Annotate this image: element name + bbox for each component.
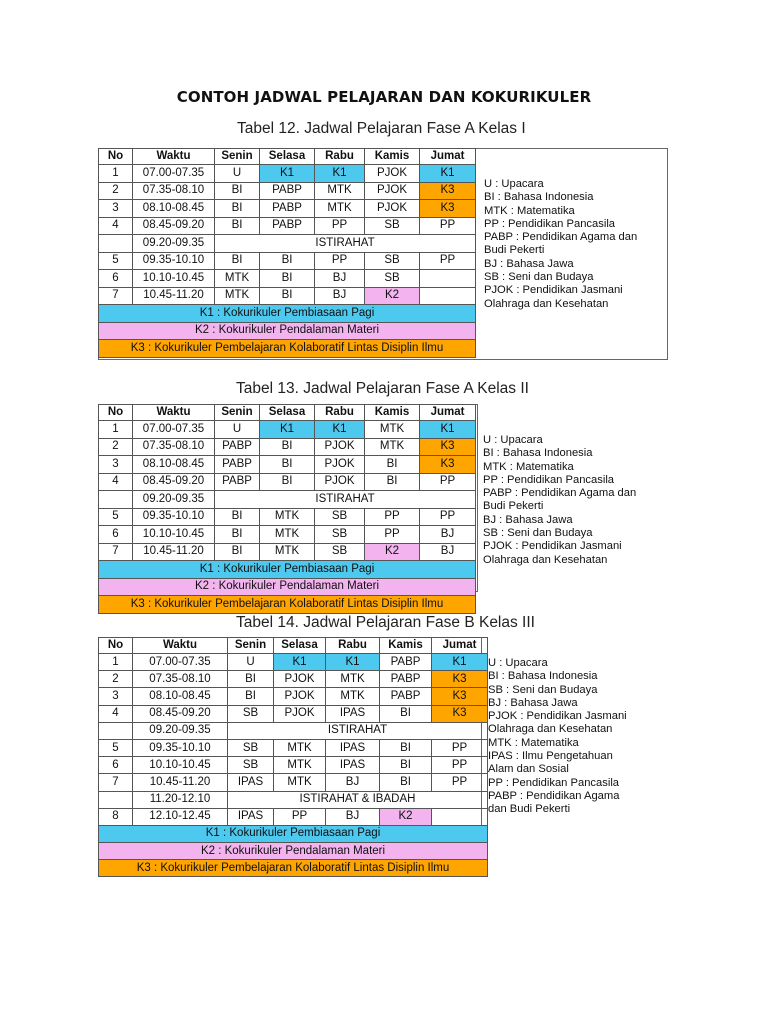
subject-cell: SB xyxy=(365,217,420,235)
table-row xyxy=(99,543,476,561)
footer-row xyxy=(99,578,476,596)
legend-item: BI : Bahasa Indonesia xyxy=(484,191,594,204)
time-cell: 08.10-08.45 xyxy=(133,688,228,705)
subject-cell: IPAS xyxy=(228,808,274,825)
time-cell: 08.45-09.20 xyxy=(133,705,228,722)
row-number: 1 xyxy=(99,421,133,439)
kokurikuler-note: K2 : Kokurikuler Pendalaman Materi xyxy=(99,322,476,340)
subject-cell: BI xyxy=(260,438,315,456)
subject-cell: K1 xyxy=(420,165,476,183)
subject-cell: PJOK xyxy=(315,438,365,456)
row-number: 1 xyxy=(99,165,133,183)
subject-cell: MTK xyxy=(315,182,365,200)
subject-cell: PP xyxy=(315,217,365,235)
table-row xyxy=(99,526,476,544)
column-header: Selasa xyxy=(260,149,315,165)
table-row xyxy=(99,217,476,235)
subject-cell: BJ xyxy=(420,543,476,561)
footer-row xyxy=(99,561,476,579)
column-header: Waktu xyxy=(133,149,215,165)
subject-cell: BI xyxy=(380,774,432,791)
subject-cell: BI xyxy=(380,705,432,722)
break-cell: ISTIRAHAT xyxy=(215,235,476,253)
table-row xyxy=(99,165,476,183)
legend-item: Olahraga dan Kesehatan xyxy=(488,723,613,736)
table-14-title: Tabel 14. Jadwal Pelajaran Fase B Kelas III xyxy=(236,614,535,631)
table-row xyxy=(99,671,488,688)
subject-cell: SB xyxy=(315,508,365,526)
legend-item: PJOK : Pendidikan Jasmani xyxy=(484,284,623,297)
subject-cell: PABP xyxy=(260,182,315,200)
schedule-table-12 xyxy=(98,148,476,358)
subject-cell: PABP xyxy=(215,438,260,456)
subject-cell: BJ xyxy=(326,808,380,825)
legend-item: PP : Pendidikan Pancasila xyxy=(484,217,616,230)
legend-item: MTK : Matematika xyxy=(483,460,574,473)
subject-cell: PP xyxy=(274,808,326,825)
subject-cell: PJOK xyxy=(365,182,420,200)
row-number: 6 xyxy=(99,270,133,288)
subject-cell: IPAS xyxy=(228,774,274,791)
subject-cell: BI xyxy=(228,688,274,705)
subject-cell: K3 xyxy=(432,688,488,705)
column-header: Kamis xyxy=(365,149,420,165)
kokurikuler-note: K3 : Kokurikuler Pembelajaran Kolaboratif Lintas Disiplin Ilmu xyxy=(99,340,476,358)
legend-item: dan Budi Pekerti xyxy=(488,803,571,816)
page-title: CONTOH JADWAL PELAJARAN DAN KOKURIKULER xyxy=(176,88,592,106)
time-cell: 10.45-11.20 xyxy=(133,543,215,561)
subject-cell: BI xyxy=(215,217,260,235)
time-cell: 09.35-10.10 xyxy=(133,252,215,270)
subject-cell: K2 xyxy=(365,543,420,561)
table-row xyxy=(99,200,476,218)
subject-cell: PJOK xyxy=(274,671,326,688)
table-row xyxy=(99,438,476,456)
table-row xyxy=(99,654,488,671)
subject-cell: BI xyxy=(215,543,260,561)
subject-cell: SB xyxy=(315,526,365,544)
time-cell: 07.00-07.35 xyxy=(133,165,215,183)
time-cell: 10.45-11.20 xyxy=(133,774,228,791)
column-header: Jumat xyxy=(432,638,488,654)
legend-12 xyxy=(484,178,637,311)
subject-cell: MTK xyxy=(326,688,380,705)
subject-cell: K1 xyxy=(260,165,315,183)
subject-cell: PABP xyxy=(380,654,432,671)
time-cell: 09.35-10.10 xyxy=(133,739,228,756)
legend-item: BJ : Bahasa Jawa xyxy=(484,257,574,270)
subject-cell: PP xyxy=(432,774,488,791)
kokurikuler-note: K3 : Kokurikuler Pembelajaran Kolaboratif Lintas Disiplin Ilmu xyxy=(99,860,488,877)
row-number: 7 xyxy=(99,543,133,561)
footer-row xyxy=(99,305,476,323)
break-cell: ISTIRAHAT & IBADAH xyxy=(228,791,488,808)
subject-cell: K1 xyxy=(274,654,326,671)
subject-cell: PP xyxy=(420,473,476,491)
kokurikuler-note: K1 : Kokurikuler Pembiasaan Pagi xyxy=(99,825,488,842)
subject-cell: U xyxy=(228,654,274,671)
subject-cell: PABP xyxy=(380,671,432,688)
column-header: No xyxy=(99,638,133,654)
subject-cell: PABP xyxy=(215,456,260,474)
footer-row xyxy=(99,825,488,842)
time-cell: 10.10-10.45 xyxy=(133,270,215,288)
subject-cell: PP xyxy=(420,217,476,235)
row-number: 4 xyxy=(99,705,133,722)
subject-cell: PP xyxy=(365,508,420,526)
legend-item: PABP : Pendidikan Agama dan xyxy=(484,231,638,244)
time-cell: 07.00-07.35 xyxy=(133,421,215,439)
legend-item: BJ : Bahasa Jawa xyxy=(488,696,578,709)
table-12-title: Tabel 12. Jadwal Pelajaran Fase A Kelas I xyxy=(237,120,526,137)
break-cell: ISTIRAHAT xyxy=(215,491,476,509)
subject-cell: MTK xyxy=(365,438,420,456)
subject-cell: BI xyxy=(365,456,420,474)
header-row xyxy=(99,638,488,654)
table-row xyxy=(99,252,476,270)
subject-cell: MTK xyxy=(274,739,326,756)
time-cell: 08.10-08.45 xyxy=(133,456,215,474)
time-cell: 10.10-10.45 xyxy=(133,526,215,544)
subject-cell: K2 xyxy=(365,287,420,305)
table-row xyxy=(99,287,476,305)
legend-item: U : Upacara xyxy=(488,657,548,669)
subject-cell: BI xyxy=(215,526,260,544)
subject-cell: PABP xyxy=(215,473,260,491)
legend-item: PJOK : Pendidikan Jasmani xyxy=(488,710,627,723)
subject-cell: PP xyxy=(365,526,420,544)
table-row xyxy=(99,473,476,491)
table-row xyxy=(99,456,476,474)
legend-item: BI : Bahasa Indonesia xyxy=(483,447,593,460)
subject-cell: MTK xyxy=(274,774,326,791)
time-cell: 09.20-09.35 xyxy=(133,235,215,253)
subject-cell: PP xyxy=(420,252,476,270)
column-header: Jumat xyxy=(420,405,476,421)
footer-row xyxy=(99,340,476,358)
column-header: Waktu xyxy=(133,405,215,421)
column-header: Senin xyxy=(228,638,274,654)
row-number: 7 xyxy=(99,774,133,791)
subject-cell: IPAS xyxy=(326,705,380,722)
subject-cell: BI xyxy=(380,739,432,756)
column-header: Kamis xyxy=(365,405,420,421)
subject-cell: U xyxy=(215,421,260,439)
table-row xyxy=(99,235,476,253)
subject-cell: PJOK xyxy=(315,456,365,474)
subject-cell: K1 xyxy=(432,654,488,671)
header-row xyxy=(99,149,476,165)
time-cell: 09.35-10.10 xyxy=(133,508,215,526)
table-row xyxy=(99,774,488,791)
subject-cell: MTK xyxy=(326,671,380,688)
time-cell: 07.35-08.10 xyxy=(133,671,228,688)
legend-item: Alam dan Sosial xyxy=(488,763,569,776)
subject-cell: SB xyxy=(365,252,420,270)
legend-item: SB : Seni dan Budaya xyxy=(484,271,594,284)
row-number: 2 xyxy=(99,182,133,200)
footer-row xyxy=(99,843,488,860)
subject-cell: K3 xyxy=(420,456,476,474)
time-cell: 08.45-09.20 xyxy=(133,473,215,491)
row-number: 3 xyxy=(99,688,133,705)
subject-cell: IPAS xyxy=(326,739,380,756)
subject-cell: U xyxy=(215,165,260,183)
kokurikuler-note: K1 : Kokurikuler Pembiasaan Pagi xyxy=(99,561,476,579)
subject-cell: BI xyxy=(380,757,432,774)
table-row xyxy=(99,491,476,509)
subject-cell: K1 xyxy=(420,421,476,439)
legend-item: SB : Seni dan Budaya xyxy=(488,683,598,696)
table-13-title: Tabel 13. Jadwal Pelajaran Fase A Kelas II xyxy=(236,380,529,397)
subject-cell: BI xyxy=(215,200,260,218)
time-cell: 12.10-12.45 xyxy=(133,808,228,825)
column-header: Rabu xyxy=(315,149,365,165)
subject-cell xyxy=(420,270,476,288)
column-header: Rabu xyxy=(326,638,380,654)
legend-item: PABP : Pendidikan Agama xyxy=(488,789,620,802)
table-row xyxy=(99,791,488,808)
row-number: 5 xyxy=(99,739,133,756)
table-row xyxy=(99,182,476,200)
header-row xyxy=(99,405,476,421)
subject-cell xyxy=(420,287,476,305)
subject-cell: IPAS xyxy=(326,757,380,774)
table-row xyxy=(99,739,488,756)
row-number: 3 xyxy=(99,456,133,474)
subject-cell: PJOK xyxy=(274,688,326,705)
legend-item: BI : Bahasa Indonesia xyxy=(488,670,598,683)
subject-cell: K3 xyxy=(420,182,476,200)
column-header: Kamis xyxy=(380,638,432,654)
legend-item: PJOK : Pendidikan Jasmani xyxy=(483,540,622,553)
subject-cell: K2 xyxy=(380,808,432,825)
schedule-block-14 xyxy=(98,637,668,874)
legend-item: Olahraga dan Kesehatan xyxy=(484,297,609,310)
schedule-table-14 xyxy=(98,637,488,877)
kokurikuler-note: K2 : Kokurikuler Pendalaman Materi xyxy=(99,578,476,596)
time-cell: 07.35-08.10 xyxy=(133,438,215,456)
column-header: No xyxy=(99,405,133,421)
schedule-block-12 xyxy=(98,148,668,360)
subject-cell: MTK xyxy=(260,543,315,561)
table-row xyxy=(99,508,476,526)
column-header: Selasa xyxy=(274,638,326,654)
subject-cell: PJOK xyxy=(365,200,420,218)
subject-cell: BI xyxy=(260,473,315,491)
row-number: 2 xyxy=(99,671,133,688)
subject-cell: MTK xyxy=(365,421,420,439)
schedule-table-13 xyxy=(98,404,476,614)
kokurikuler-note: K3 : Kokurikuler Pembelajaran Kolaboratif Lintas Disiplin Ilmu xyxy=(99,596,476,614)
subject-cell: BJ xyxy=(420,526,476,544)
legend-item: BJ : Bahasa Jawa xyxy=(483,513,573,526)
footer-row xyxy=(99,596,476,614)
row-number: 7 xyxy=(99,287,133,305)
subject-cell: PABP xyxy=(260,217,315,235)
time-cell: 08.45-09.20 xyxy=(133,217,215,235)
subject-cell: PP xyxy=(420,508,476,526)
subject-cell: PJOK xyxy=(365,165,420,183)
time-cell: 11.20-12.10 xyxy=(133,791,228,808)
subject-cell: K3 xyxy=(420,438,476,456)
legend-item: Olahraga dan Kesehatan xyxy=(483,553,608,566)
subject-cell: K1 xyxy=(315,421,365,439)
subject-cell: BI xyxy=(215,182,260,200)
subject-cell: K3 xyxy=(432,671,488,688)
subject-cell: MTK xyxy=(260,508,315,526)
subject-cell: BI xyxy=(260,270,315,288)
legend-item: U : Upacara xyxy=(484,178,544,190)
subject-cell: BI xyxy=(228,671,274,688)
subject-cell: K1 xyxy=(326,654,380,671)
subject-cell: PP xyxy=(432,739,488,756)
break-cell: ISTIRAHAT xyxy=(228,722,488,739)
legend-item: PP : Pendidikan Pancasila xyxy=(488,776,620,789)
subject-cell: SB xyxy=(228,739,274,756)
subject-cell: SB xyxy=(365,270,420,288)
subject-cell: PABP xyxy=(380,688,432,705)
time-cell: 09.20-09.35 xyxy=(133,491,215,509)
kokurikuler-note: K2 : Kokurikuler Pendalaman Materi xyxy=(99,843,488,860)
time-cell: 07.35-08.10 xyxy=(133,182,215,200)
schedule-block-13 xyxy=(98,404,668,610)
kokurikuler-note: K1 : Kokurikuler Pembiasaan Pagi xyxy=(99,305,476,323)
row-number xyxy=(99,791,133,808)
time-cell: 09.20-09.35 xyxy=(133,722,228,739)
legend-item: Budi Pekerti xyxy=(483,500,544,513)
subject-cell: PJOK xyxy=(274,705,326,722)
row-number: 4 xyxy=(99,473,133,491)
table-row xyxy=(99,421,476,439)
table-row xyxy=(99,270,476,288)
subject-cell: MTK xyxy=(215,287,260,305)
row-number: 5 xyxy=(99,508,133,526)
row-number: 1 xyxy=(99,654,133,671)
subject-cell: PABP xyxy=(260,200,315,218)
subject-cell: K3 xyxy=(432,705,488,722)
legend-item: U : Upacara xyxy=(483,434,543,446)
legend-item: MTK : Matematika xyxy=(488,736,579,749)
subject-cell: K3 xyxy=(420,200,476,218)
time-cell: 10.10-10.45 xyxy=(133,757,228,774)
row-number xyxy=(99,722,133,739)
subject-cell: BI xyxy=(215,508,260,526)
row-number: 6 xyxy=(99,526,133,544)
row-number: 5 xyxy=(99,252,133,270)
subject-cell: MTK xyxy=(274,757,326,774)
subject-cell: BI xyxy=(365,473,420,491)
time-cell: 10.45-11.20 xyxy=(133,287,215,305)
legend-item: Budi Pekerti xyxy=(484,244,545,257)
column-header: Rabu xyxy=(315,405,365,421)
subject-cell: BJ xyxy=(315,287,365,305)
legend-item: PABP : Pendidikan Agama dan xyxy=(483,487,637,500)
subject-cell: MTK xyxy=(260,526,315,544)
legend-13 xyxy=(483,434,636,567)
legend-item: IPAS : Ilmu Pengetahuan xyxy=(488,750,613,763)
row-number: 6 xyxy=(99,757,133,774)
column-header: No xyxy=(99,149,133,165)
legend-item: MTK : Matematika xyxy=(484,204,575,217)
subject-cell: MTK xyxy=(315,200,365,218)
table-row xyxy=(99,705,488,722)
subject-cell: SB xyxy=(228,705,274,722)
table-row xyxy=(99,722,488,739)
subject-cell: BI xyxy=(215,252,260,270)
subject-cell: BJ xyxy=(315,270,365,288)
row-number xyxy=(99,491,133,509)
column-header: Waktu xyxy=(133,638,228,654)
subject-cell: BI xyxy=(260,287,315,305)
table-row xyxy=(99,808,488,825)
legend-14 xyxy=(488,657,627,817)
subject-cell: PP xyxy=(315,252,365,270)
subject-cell xyxy=(432,808,488,825)
subject-cell: BJ xyxy=(326,774,380,791)
subject-cell: BI xyxy=(260,252,315,270)
subject-cell: SB xyxy=(315,543,365,561)
legend-item: PP : Pendidikan Pancasila xyxy=(483,473,615,486)
row-number: 8 xyxy=(99,808,133,825)
footer-row xyxy=(99,322,476,340)
subject-cell: SB xyxy=(228,757,274,774)
time-cell: 07.00-07.35 xyxy=(133,654,228,671)
row-number: 4 xyxy=(99,217,133,235)
subject-cell: PP xyxy=(432,757,488,774)
row-number xyxy=(99,235,133,253)
column-header: Senin xyxy=(215,405,260,421)
footer-row xyxy=(99,860,488,877)
table-row xyxy=(99,757,488,774)
subject-cell: BI xyxy=(260,456,315,474)
time-cell: 08.10-08.45 xyxy=(133,200,215,218)
subject-cell: K1 xyxy=(315,165,365,183)
row-number: 3 xyxy=(99,200,133,218)
legend-item: SB : Seni dan Budaya xyxy=(483,527,593,540)
column-header: Jumat xyxy=(420,149,476,165)
row-number: 2 xyxy=(99,438,133,456)
subject-cell: MTK xyxy=(215,270,260,288)
subject-cell: K1 xyxy=(260,421,315,439)
column-header: Senin xyxy=(215,149,260,165)
subject-cell: PJOK xyxy=(315,473,365,491)
column-header: Selasa xyxy=(260,405,315,421)
table-row xyxy=(99,688,488,705)
